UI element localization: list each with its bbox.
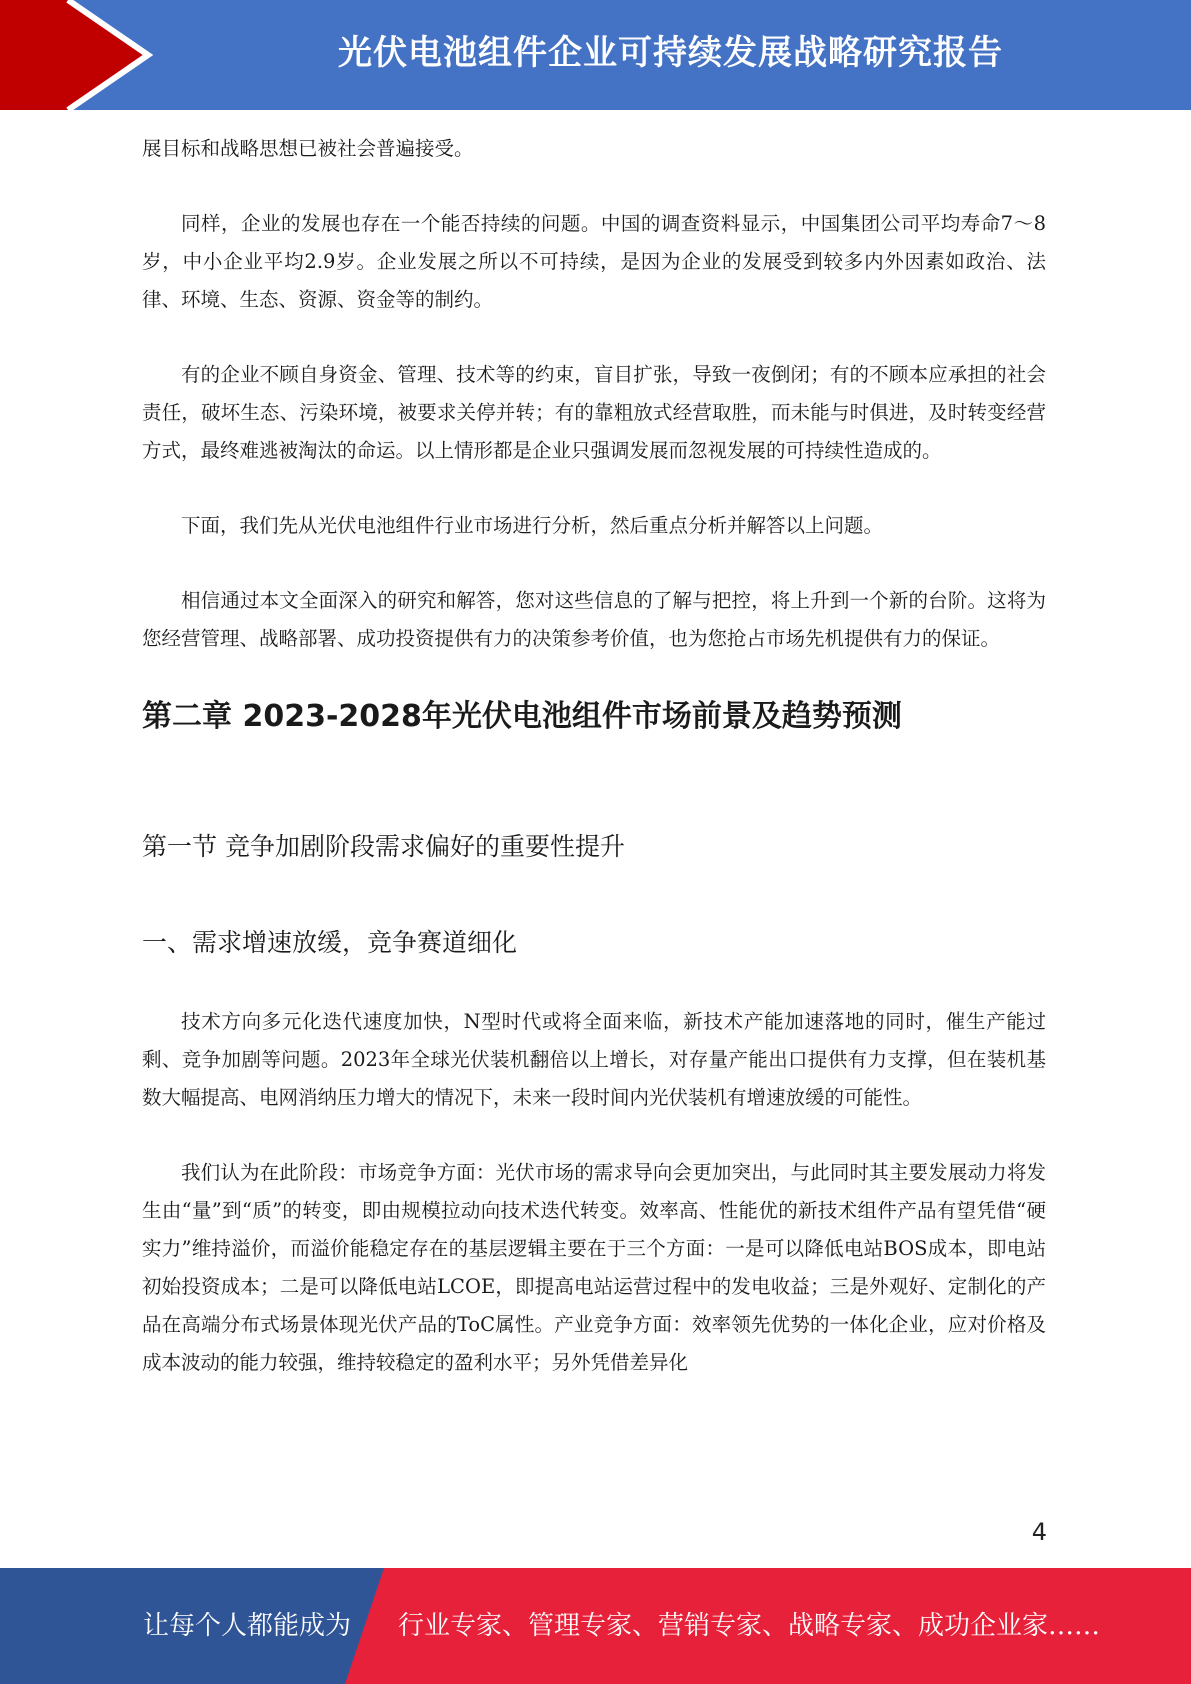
paragraph: 我们认为在此阶段：市场竞争方面：光伏市场的需求导向会更加突出，与此同时其主要发展动力将发生由“量”到“质”的转变，即由规模拉动向技术迭代转变。效率高、性能优的新技术组件产品有望凭借“硬实力”维持溢价，而溢价能稳定存在的基层逻辑主要在于三个方面：一是可以降低电站BOS成本，即电站初始投资成本；二是可以降低电站LCOE，即提高电站运营过程中的发电收益；三是外观好、定制化的产品在高端分布式场景体现光伏产品的ToC属性。产业竞争方面：效率领先优势的一体化企业，应对价格及成本波动的能力较强，维持较稳定的盈利水平；另外凭借差异化 <box>142 1161 1046 1374</box>
paragraph: 同样，企业的发展也存在一个能否持续的问题。中国的调查资料显示，中国集团公司平均寿命7～8岁，中小企业平均2.9岁。企业发展之所以不可持续，是因为企业的发展受到较多内外因素如政治、法律、环境、生态、资源、资金等的制约。 <box>142 212 1046 311</box>
paragraph: 技术方向多元化迭代速度加快，N型时代或将全面来临，新技术产能加速落地的同时，催生产能过剩、竞争加剧等问题。2023年全球光伏装机翻倍以上增长，对存量产能出口提供有力支撑，但在装机基数大幅提高、电网消纳压力增大的情况下，未来一段时间内光伏装机有增速放缓的可能性。 <box>142 1010 1046 1109</box>
report-title: 光伏电池组件企业可持续发展战略研究报告 <box>338 33 1003 73</box>
section-title: 第一节 竞争加剧阶段需求偏好的重要性提升 <box>142 832 625 861</box>
page-number: 4 <box>1031 1518 1047 1546</box>
page-footer <box>0 1568 1191 1684</box>
paragraph: 有的企业不顾自身资金、管理、技术等的约束，盲目扩张，导致一夜倒闭；有的不顾本应承担的社会责任，破坏生态、污染环境，被要求关停并转；有的靠粗放式经营取胜，而未能与时俱进，及时转变经营方式，最终难逃被淘汰的命运。以上情形都是企业只强调发展而忽视发展的可持续性造成的。 <box>142 363 1046 462</box>
subsection-title: 一、需求增速放缓，竞争赛道细化 <box>142 928 518 957</box>
page-content <box>142 130 1046 1419</box>
page-header <box>0 0 1191 110</box>
paragraph: 下面，我们先从光伏电池组件行业市场进行分析，然后重点分析并解答以上问题。 <box>181 514 884 537</box>
footer-slogan-right: 行业专家、管理专家、营销专家、战略专家、成功企业家…… <box>398 1611 1101 1641</box>
chapter-title: 第二章 2023-2028年光伏电池组件市场前景及趋势预测 <box>142 699 902 734</box>
footer-slogan-left: 让每个人都能成为 <box>143 1611 352 1641</box>
paragraph: 相信通过本文全面深入的研究和解答，您对这些信息的了解与把控，将上升到一个新的台阶。这将为您经营管理、战略部署、成功投资提供有力的决策参考价值，也为您抢占市场先机提供有力的保证。 <box>142 589 1046 650</box>
paragraph: 展目标和战略思想已被社会普遍接受。 <box>142 137 474 160</box>
